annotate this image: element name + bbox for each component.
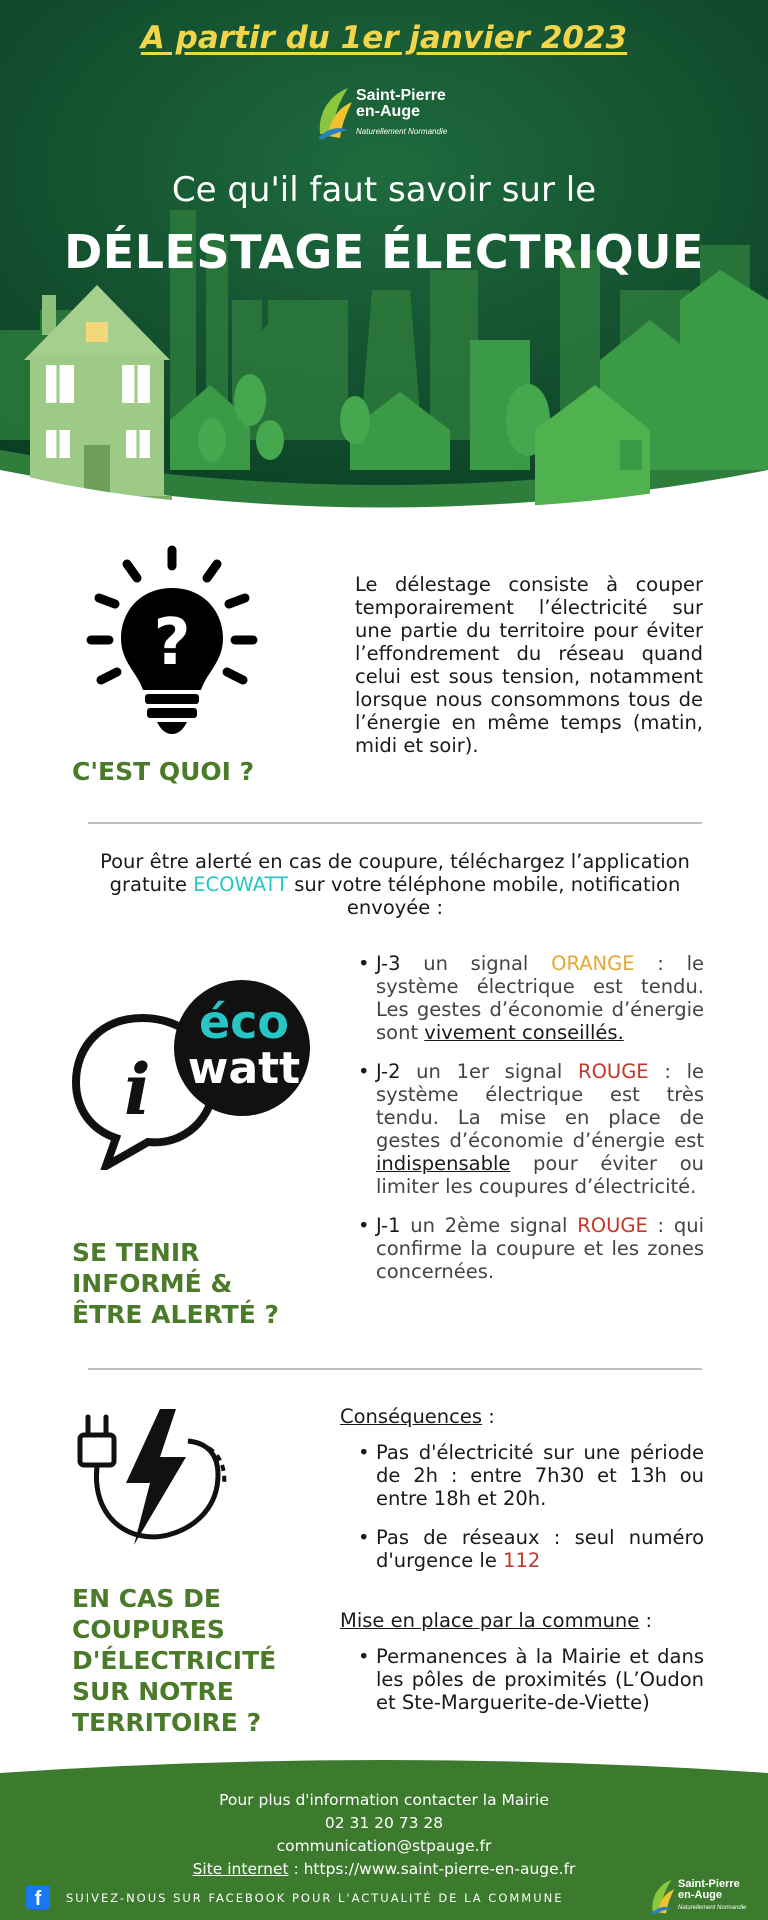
footer-contact-line: Pour plus d'information contacter la Mairie: [219, 1791, 549, 1809]
alert-pre: un signal: [400, 952, 552, 975]
consequence-item: • Pas d'électricité sur une période de 2h : entre 7h30 et 13h ou entre 18h et 20h.: [354, 1441, 704, 1510]
heading-colon: :: [639, 1609, 653, 1632]
intro-part1: Pour être alerté en cas de coupure, téléchargez l’application gratuite: [100, 850, 690, 896]
section-what-is-it-title: C'EST QUOI ?: [72, 757, 255, 786]
alert-levels-list: [354, 952, 704, 1299]
municipality-logo: [314, 84, 494, 142]
plug-lightning-icon: [68, 1405, 228, 1550]
alert-signal-red: ROUGE: [577, 1214, 648, 1237]
header-banner: [0, 0, 768, 520]
alert-emphasis: indispensable: [376, 1152, 511, 1175]
alert-signal-red: ROUGE: [578, 1060, 649, 1083]
commune-measures-heading: [340, 1609, 652, 1632]
intro-part2: sur votre téléphone mobile, notification envoyée :: [288, 873, 681, 919]
emergency-number: 112: [503, 1549, 541, 1572]
consequences-label: Conséquences: [340, 1405, 483, 1428]
ecowatt-logo-eco: éco: [198, 995, 290, 1049]
section-what-is-it-text: Le délestage consiste à couper temporairement l’électricité sur une partie du territoire pour éviter l’effondrement du réseau quand celui est sous tension, notamment lorsque nous consommons tous de l’énergie en même temps (matin, midi et soir).: [355, 573, 703, 757]
section-power-cuts-title: [72, 1583, 276, 1738]
alert-emphasis: vivement conseillés.: [424, 1021, 624, 1044]
alert-day: J-2: [376, 1060, 401, 1083]
title-line: ÊTRE ALERTÉ ?: [72, 1300, 279, 1329]
page-subtitle: Ce qu'il faut savoir sur le: [171, 170, 597, 210]
consequences-heading: [340, 1405, 495, 1428]
lightbulb-question-icon: [85, 540, 260, 735]
website-link[interactable]: Site internet: [192, 1860, 289, 1878]
website-sep: :: [288, 1860, 304, 1878]
ecowatt-app-name: ECOWATT: [193, 873, 289, 896]
section-divider: [88, 822, 702, 824]
alert-post: : qui confirme la coupure et les zones concernées.: [376, 1214, 705, 1283]
title-line: COUPURES: [72, 1615, 225, 1644]
logo-line2: en-Auge: [356, 103, 420, 120]
heading-colon: :: [482, 1405, 495, 1428]
alert-pre: un 2ème signal: [400, 1214, 578, 1237]
title-line: INFORMÉ &: [72, 1269, 233, 1298]
footer-email[interactable]: communication@stpauge.fr: [276, 1837, 492, 1855]
title-line: TERRITOIRE ?: [72, 1708, 262, 1737]
commune-measures-label: Mise en place par la commune: [340, 1609, 640, 1632]
facebook-icon[interactable]: f: [26, 1885, 50, 1909]
ecowatt-logo-watt: watt: [187, 1043, 301, 1094]
title-line: SUR NOTRE: [72, 1677, 234, 1706]
start-date-banner: A partir du 1er janvier 2023: [140, 20, 628, 56]
ecowatt-logo: [72, 970, 317, 1170]
alert-item-j3: [354, 952, 704, 1044]
logo-tagline: Naturellement Normandie: [678, 1905, 747, 1911]
alert-pre: un 1er signal: [400, 1060, 579, 1083]
section-stay-informed-title: [72, 1237, 279, 1330]
title-line: D'ÉLECTRICITÉ: [72, 1646, 277, 1675]
title-line: SE TENIR: [72, 1238, 200, 1267]
logo-line1: Saint-Pierre: [678, 1878, 740, 1890]
commune-measures-list: [354, 1645, 704, 1730]
consequences-list: [354, 1441, 704, 1588]
alert-item-j2: [354, 1060, 704, 1198]
alert-day: J-3: [376, 952, 401, 975]
logo-tagline: Naturellement Normandie: [356, 127, 448, 136]
alert-signal-orange: ORANGE: [551, 952, 635, 975]
page-title: DÉLESTAGE ÉLECTRIQUE: [64, 225, 704, 279]
alert-item-j1: [354, 1214, 704, 1283]
alert-post: : le système électrique est très tendu. La mise en place de gestes d’économie d’énergie est: [376, 1060, 704, 1152]
svg-text:?: ?: [153, 606, 191, 680]
footer-municipality-logo: [648, 1877, 768, 1917]
ecowatt-intro-text: [100, 850, 690, 919]
ecowatt-info-letter: i: [124, 1048, 151, 1131]
alert-day: J-1: [376, 1214, 401, 1237]
section-divider: [88, 1368, 702, 1370]
logo-line1: Saint-Pierre: [356, 87, 446, 104]
logo-line2: en-Auge: [678, 1889, 722, 1901]
alert-tail: pour éviter ou limiter les coupures d’électricité.: [376, 1152, 704, 1198]
footer-phone[interactable]: 02 31 20 73 28: [324, 1814, 444, 1832]
leaf-logo-icon: [314, 84, 354, 140]
commune-measure-item: • Permanences à la Mairie et dans les pôles de proximités (L’Oudon et Ste-Marguerite-de-Viette): [354, 1645, 704, 1714]
consequence-item: [354, 1526, 704, 1572]
consequence-text: Pas de réseaux : seul numéro d'urgence le: [376, 1526, 704, 1572]
title-line: EN CAS DE: [72, 1584, 221, 1613]
leaf-logo-icon: [648, 1877, 676, 1915]
facebook-follow-text: SUIVEZ-NOUS SUR FACEBOOK POUR L'ACTUALITÉ DE LA COMMUNE: [66, 1891, 564, 1905]
website-url[interactable]: https://www.saint-pierre-en-auge.fr: [303, 1860, 576, 1878]
footer: [0, 1755, 768, 1920]
footer-website: [0, 1859, 768, 1879]
alert-post: : le système électrique est tendu. Les gestes d’économie d’énergie sont: [376, 952, 705, 1044]
